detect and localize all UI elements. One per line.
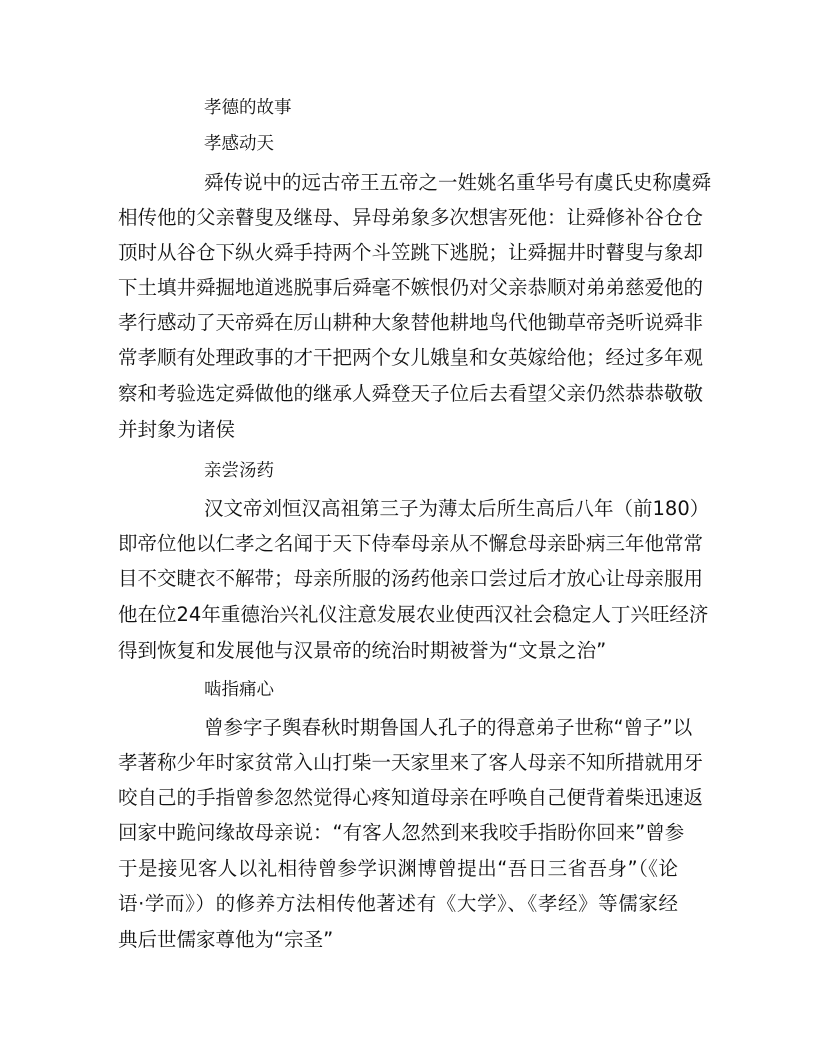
section-heading: 亲尝汤药 [204, 461, 274, 481]
paragraph-line: 回家中跪问缘故母亲说：“有客人忽然到来我咬手指盼你回来”曾参 [118, 821, 685, 844]
section-heading: 啮指痛心 [204, 680, 274, 700]
section-heading: 孝感动天 [204, 134, 274, 154]
paragraph-line: 孝行感动了天帝舜在厉山耕种大象替他耕地鸟代他锄草帝尧听说舜非 [118, 311, 704, 334]
paragraph-line: 汉文帝刘恒汉高祖第三子为薄太后所生高后八年（前180） [204, 497, 710, 520]
paragraph-line: 下土填井舜掘地道逃脱事后舜毫不嫉恨仍对父亲恭顺对弟弟慈爱他的 [118, 276, 704, 299]
paragraph-line: 典后世儒家尊他为“宗圣” [118, 928, 334, 951]
paragraph-line: 常孝顺有处理政事的才干把两个女儿娥皇和女英嫁给他；经过多年观 [118, 346, 704, 369]
paragraph-line: 并封象为诸侯 [118, 418, 236, 441]
paragraph-line: 语·学而》）的修养方法相传他著述有《大学》、《孝经》等儒家经 [118, 892, 678, 915]
paragraph-line: 相传他的父亲瞽叟及继母、异母弟象多次想害死他：让舜修补谷仓仓 [118, 206, 704, 229]
paragraph-line: 他在位24年重德治兴礼仪注意发展农业使西汉社会稳定人丁兴旺经济 [118, 603, 709, 626]
paragraph-line: 孝著称少年时家贫常入山打柴一天家里来了客人母亲不知所措就用牙 [118, 751, 704, 774]
paragraph-line: 舜传说中的远古帝王五帝之一姓姚名重华号有虞氏史称虞舜 [204, 171, 712, 194]
document-title: 孝德的故事 [204, 98, 292, 118]
paragraph-line: 咬自己的手指曾参忽然觉得心疼知道母亲在呼唤自己便背着柴迅速返 [118, 786, 704, 809]
paragraph-line: 目不交睫衣不解带；母亲所服的汤药他亲口尝过后才放心让母亲服用 [118, 567, 704, 590]
paragraph-line: 察和考验选定舜做他的继承人舜登天子位后去看望父亲仍然恭恭敬敬 [118, 382, 704, 405]
paragraph-line: 即帝位他以仁孝之名闻于天下侍奉母亲从不懈怠母亲卧病三年他常常 [118, 532, 704, 555]
paragraph-line: 曾参字子舆春秋时期鲁国人孔子的得意弟子世称“曾子”以 [204, 716, 693, 739]
paragraph-line: 于是接见客人以礼相待曾参学识渊博曾提出“吾日三省吾身”（《论 [118, 857, 678, 880]
paragraph-line: 得到恢复和发展他与汉景帝的统治时期被誉为“文景之治” [118, 639, 607, 662]
paragraph-line: 顶时从谷仓下纵火舜手持两个斗笠跳下逃脱；让舜掘井时瞽叟与象却 [118, 241, 704, 264]
